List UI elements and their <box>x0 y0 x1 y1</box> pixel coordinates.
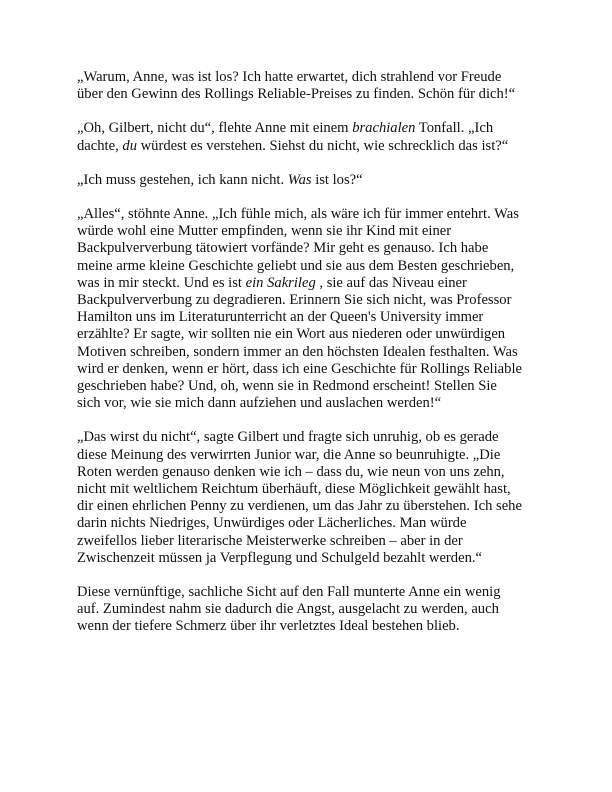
text-run: würdest es verstehen. Siehst du nicht, wie schrecklich das ist?“ <box>136 137 509 154</box>
text-run: „Alles“, stöhnte Anne. „Ich fühle mich, als wäre ich für immer entehrt. Was <box>77 206 519 223</box>
paragraph <box>77 429 537 567</box>
text-run: wird er denken, wenn er hört, dass ich eine Geschichte für Rollings Reliable <box>77 360 522 377</box>
text-run: meine arme kleine Geschichte geliebt und sie aus dem Besten geschrieben, <box>77 257 515 274</box>
italic-text: ein Sakrileg <box>245 274 316 291</box>
text-run: Tonfall. „Ich <box>415 120 494 137</box>
text-run: nicht mit weltlichem Reichtum überhäuft, diese Möglichkeit gewählt hast, <box>77 481 511 498</box>
italic-text: Was <box>287 171 312 188</box>
text-run: ist los?“ <box>311 171 363 188</box>
text-run: darin nichts Niedriges, Unwürdiges oder Lächerliches. Man würde <box>77 515 467 532</box>
text-run: Motiven schreiben, sondern immer an den höchsten Idealen festhalten. Was <box>77 343 518 360</box>
text-run: wenn der tiefere Schmerz über ihr verletztes Ideal bestehen blieb. <box>77 618 460 635</box>
text-run: Diese vernünftige, sachliche Sicht auf den Fall munterte Anne ein wenig <box>77 584 501 601</box>
text-run: dir einen ehrlichen Penny zu verdienen, um das Jahr zu überstehen. Ich sehe <box>77 498 522 515</box>
text-run: „Das wirst du nicht“, sagte Gilbert und fragte sich unruhig, ob es gerade <box>77 429 499 446</box>
paragraph <box>77 584 537 636</box>
text-run: Backpulververbung zu degradieren. Erinnern Sie sich nicht, was Professor <box>77 292 512 309</box>
italic-text: du <box>122 137 137 154</box>
text-run: Hamilton uns im Literaturunterricht an der Queen's University immer <box>77 309 484 326</box>
text-run: , sie auf das Niveau einer <box>315 274 467 291</box>
text-run: „Oh, Gilbert, nicht du“, flehte Anne mit einem <box>77 120 353 137</box>
text-run: Backpulververbung tätowiert vorfände? Mir geht es genauso. Ich habe <box>77 240 489 257</box>
document-body <box>77 69 537 653</box>
text-run: was in mir steckt. Und es ist <box>77 274 246 291</box>
text-run: diese Meinung des verwirrten Junior war, die Anne so beunruhigte. „Die <box>77 446 501 463</box>
text-run: dachte, <box>77 137 123 154</box>
paragraph <box>77 172 537 189</box>
paragraph <box>77 69 537 103</box>
text-run: sich vor, wie sie mich dann aufziehen und auslachen werden!“ <box>77 395 442 412</box>
paragraph <box>77 206 537 412</box>
paragraph <box>77 120 537 154</box>
text-run: „Warum, Anne, was ist los? Ich hatte erwartet, dich strahlend vor Freude <box>77 69 502 85</box>
text-run: zweifellos lieber literarische Meisterwerke schreiben – aber in der <box>77 532 463 549</box>
text-run: erzählte? Er sagte, wir sollten nie ein Wort aus niederen oder unwürdigen <box>77 326 506 343</box>
text-run: Roten werden genauso denken wie ich – dass du, wie neun von uns zehn, <box>77 463 505 480</box>
italic-text: brachialen <box>352 120 416 137</box>
text-run: „Ich muss gestehen, ich kann nicht. <box>77 171 288 188</box>
text-run: über den Gewinn des Rollings Reliable-Preises zu finden. Schön für dich!“ <box>77 86 516 103</box>
text-run: auf. Zumindest nahm sie dadurch die Angst, ausgelacht zu werden, auch <box>77 601 499 618</box>
text-run: Zwischenzeit müssen ja Verpflegung und Schulgeld bezahlt werden.“ <box>77 549 482 566</box>
text-run: würde wohl eine Mutter empfinden, wenn sie ihr Kind mit einer <box>77 223 452 240</box>
text-run: geschrieben habe? Und, oh, wenn sie in Redmond erscheint! Stellen Sie <box>77 378 497 395</box>
